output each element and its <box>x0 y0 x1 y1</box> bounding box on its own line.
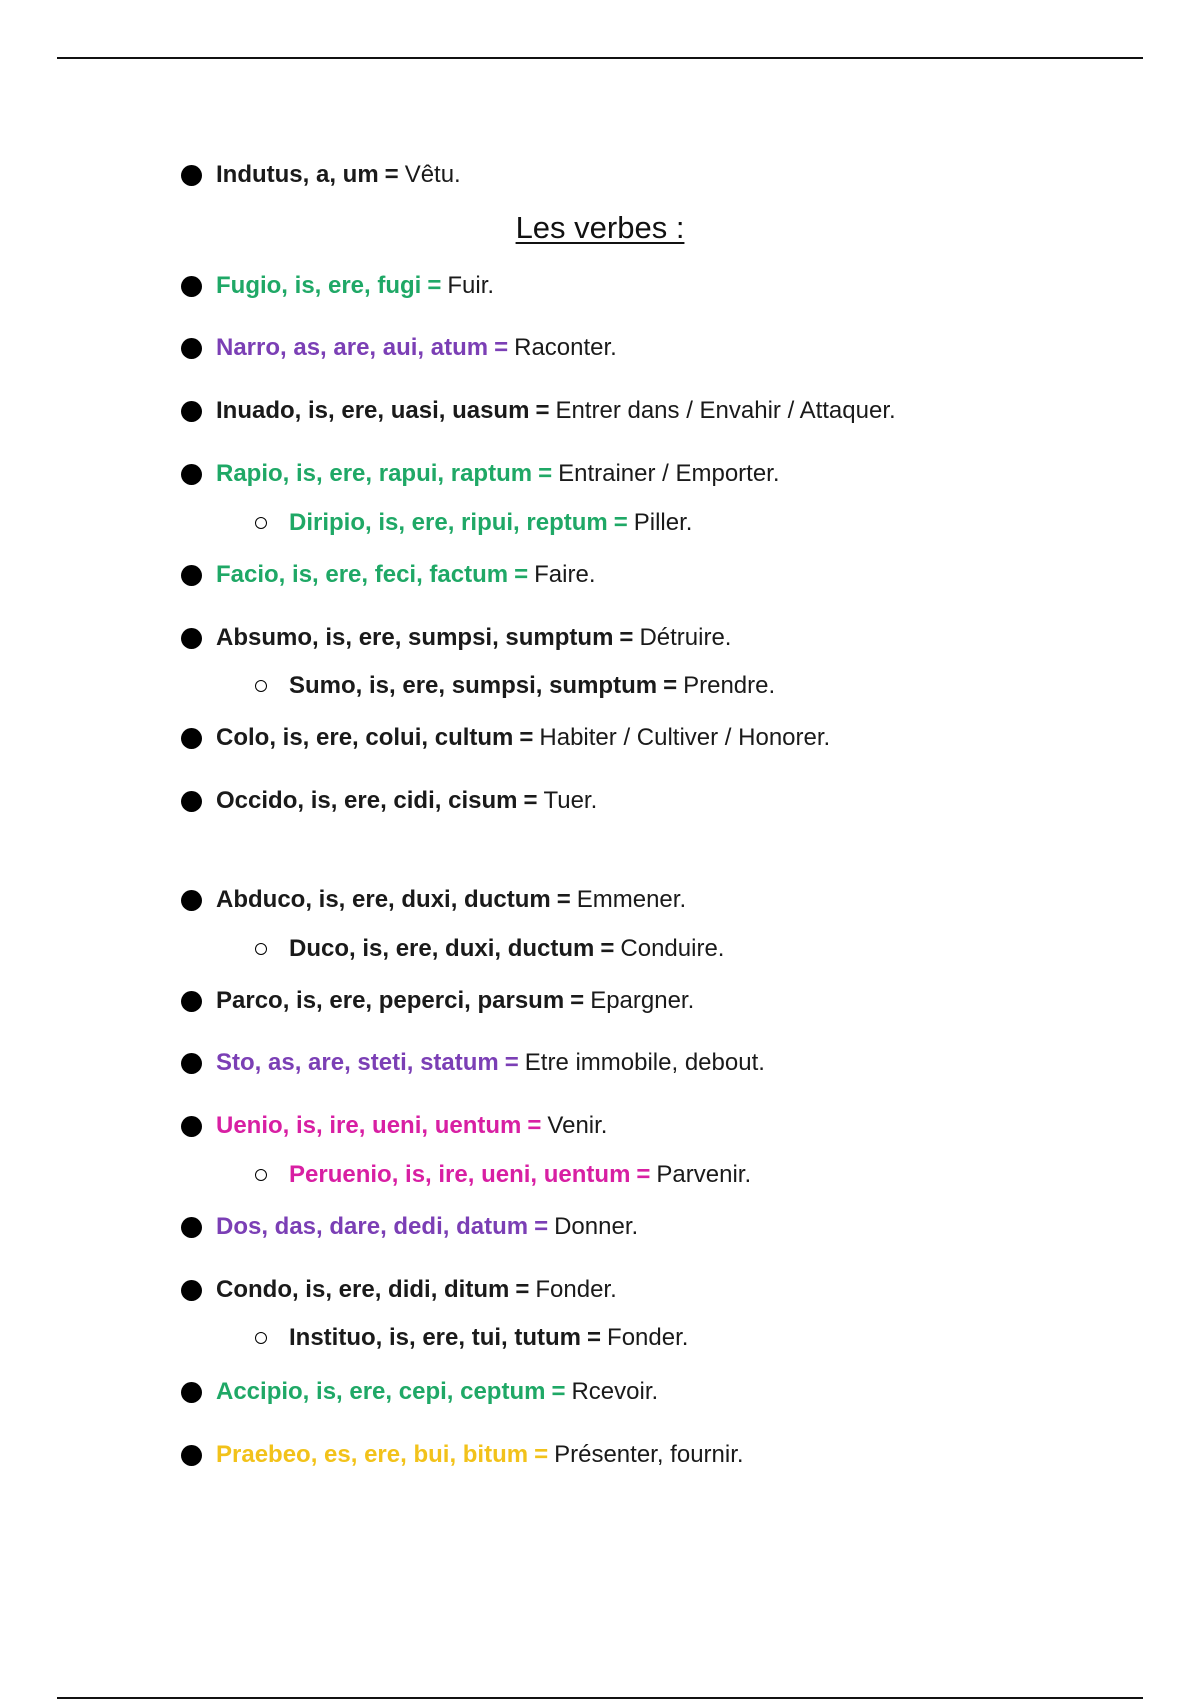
french-meaning: Epargner. <box>590 987 695 1014</box>
sub-list-item <box>255 670 775 702</box>
latin-term: Sto, as, are, steti, statum <box>216 1049 499 1076</box>
list-item <box>181 1110 607 1142</box>
latin-term: Indutus, a, um <box>216 161 379 188</box>
equals-sign: = <box>556 886 571 913</box>
latin-term: Praebeo, es, ere, bui, bitum <box>216 1441 529 1468</box>
filled-bullet-icon <box>181 338 202 359</box>
french-meaning: Habiter / Cultiver / Honorer. <box>539 724 831 751</box>
equals-sign: = <box>538 460 553 487</box>
sub-list-item <box>255 1322 688 1354</box>
latin-term: Abduco, is, ere, duxi, ductum <box>216 886 551 913</box>
equals-sign: = <box>523 787 538 814</box>
filled-bullet-icon <box>181 276 202 297</box>
french-meaning: Rcevoir. <box>571 1378 659 1405</box>
latin-term: Condo, is, ere, didi, ditum <box>216 1276 510 1303</box>
latin-term: Facio, is, ere, feci, factum <box>216 561 509 588</box>
latin-term: Occido, is, ere, cidi, cisum <box>216 787 518 814</box>
section-heading: Les verbes : <box>515 210 685 245</box>
list-item <box>181 1211 638 1243</box>
latin-term: Accipio, is, ere, cepi, ceptum <box>216 1378 546 1405</box>
hollow-bullet-icon <box>255 1169 267 1181</box>
french-meaning: Prendre. <box>683 672 776 699</box>
french-meaning: Fuir. <box>447 272 495 299</box>
list-item <box>181 622 731 654</box>
list-item <box>181 332 617 364</box>
latin-term: Fugio, is, ere, fugi <box>216 272 422 299</box>
equals-sign: = <box>636 1161 651 1188</box>
filled-bullet-icon <box>181 728 202 749</box>
equals-sign: = <box>587 1324 602 1351</box>
top-rule <box>57 57 1143 59</box>
french-meaning: Entrer dans / Envahir / Attaquer. <box>555 397 896 424</box>
list-item <box>181 985 694 1017</box>
french-meaning: Emmener. <box>576 886 687 913</box>
latin-term: Instituo, is, ere, tui, tutum <box>289 1324 582 1351</box>
filled-bullet-icon <box>181 991 202 1012</box>
list-item <box>181 1439 744 1471</box>
latin-term: Duco, is, ere, duxi, ductum <box>289 935 595 962</box>
filled-bullet-icon <box>181 1382 202 1403</box>
equals-sign: = <box>514 561 529 588</box>
list-item <box>181 1047 765 1079</box>
list-item <box>181 1376 658 1408</box>
filled-bullet-icon <box>181 565 202 586</box>
latin-term: Uenio, is, ire, ueni, uentum <box>216 1112 522 1139</box>
equals-sign: = <box>551 1378 566 1405</box>
list-item <box>181 458 780 490</box>
filled-bullet-icon <box>181 1116 202 1137</box>
filled-bullet-icon <box>181 165 202 186</box>
filled-bullet-icon <box>181 791 202 812</box>
list-item <box>181 559 596 591</box>
hollow-bullet-icon <box>255 943 267 955</box>
list-item-indutus <box>181 159 461 191</box>
filled-bullet-icon <box>181 464 202 485</box>
equals-sign: = <box>663 672 678 699</box>
equals-sign: = <box>427 272 442 299</box>
filled-bullet-icon <box>181 1217 202 1238</box>
latin-term: Colo, is, ere, colui, cultum <box>216 724 514 751</box>
equals-sign: = <box>535 397 550 424</box>
hollow-bullet-icon <box>255 680 267 692</box>
french-meaning: Vêtu. <box>404 161 461 188</box>
filled-bullet-icon <box>181 1445 202 1466</box>
equals-sign: = <box>527 1112 542 1139</box>
list-item <box>181 1274 617 1306</box>
list-item <box>181 270 494 302</box>
latin-term: Parco, is, ere, peperci, parsum <box>216 987 565 1014</box>
latin-term: Rapio, is, ere, rapui, raptum <box>216 460 533 487</box>
list-item <box>181 722 830 754</box>
equals-sign: = <box>504 1049 519 1076</box>
latin-term: Diripio, is, ere, ripui, reptum <box>289 509 608 536</box>
equals-sign: = <box>619 624 634 651</box>
filled-bullet-icon <box>181 401 202 422</box>
filled-bullet-icon <box>181 628 202 649</box>
latin-term: Dos, das, dare, dedi, datum <box>216 1213 529 1240</box>
french-meaning: Raconter. <box>514 334 617 361</box>
equals-sign: = <box>384 161 399 188</box>
french-meaning: Etre immobile, debout. <box>524 1049 765 1076</box>
french-meaning: Faire. <box>534 561 596 588</box>
filled-bullet-icon <box>181 1280 202 1301</box>
sub-list-item <box>255 933 724 965</box>
list-item <box>181 395 896 427</box>
french-meaning: Conduire. <box>620 935 725 962</box>
latin-term: Inuado, is, ere, uasi, uasum <box>216 397 530 424</box>
french-meaning: Fonder. <box>535 1276 617 1303</box>
equals-sign: = <box>519 724 534 751</box>
french-meaning: Venir. <box>547 1112 608 1139</box>
filled-bullet-icon <box>181 890 202 911</box>
filled-bullet-icon <box>181 1053 202 1074</box>
french-meaning: Présenter, fournir. <box>554 1441 744 1468</box>
hollow-bullet-icon <box>255 517 267 529</box>
equals-sign: = <box>613 509 628 536</box>
french-meaning: Détruire. <box>639 624 732 651</box>
sub-list-item <box>255 507 692 539</box>
french-meaning: Entrainer / Emporter. <box>558 460 780 487</box>
latin-term: Absumo, is, ere, sumpsi, sumptum <box>216 624 614 651</box>
equals-sign: = <box>515 1276 530 1303</box>
latin-term: Narro, as, are, aui, atum <box>216 334 489 361</box>
list-item <box>181 884 686 916</box>
latin-term: Peruenio, is, ire, ueni, uentum <box>289 1161 631 1188</box>
equals-sign: = <box>570 987 585 1014</box>
equals-sign: = <box>494 334 509 361</box>
sub-list-item <box>255 1159 751 1191</box>
french-meaning: Piller. <box>633 509 693 536</box>
french-meaning: Tuer. <box>543 787 598 814</box>
equals-sign: = <box>600 935 615 962</box>
equals-sign: = <box>534 1441 549 1468</box>
hollow-bullet-icon <box>255 1332 267 1344</box>
equals-sign: = <box>534 1213 549 1240</box>
latin-term: Sumo, is, ere, sumpsi, sumptum <box>289 672 658 699</box>
french-meaning: Fonder. <box>607 1324 689 1351</box>
french-meaning: Parvenir. <box>656 1161 752 1188</box>
list-item <box>181 785 597 817</box>
french-meaning: Donner. <box>554 1213 639 1240</box>
bottom-rule <box>57 1697 1143 1699</box>
